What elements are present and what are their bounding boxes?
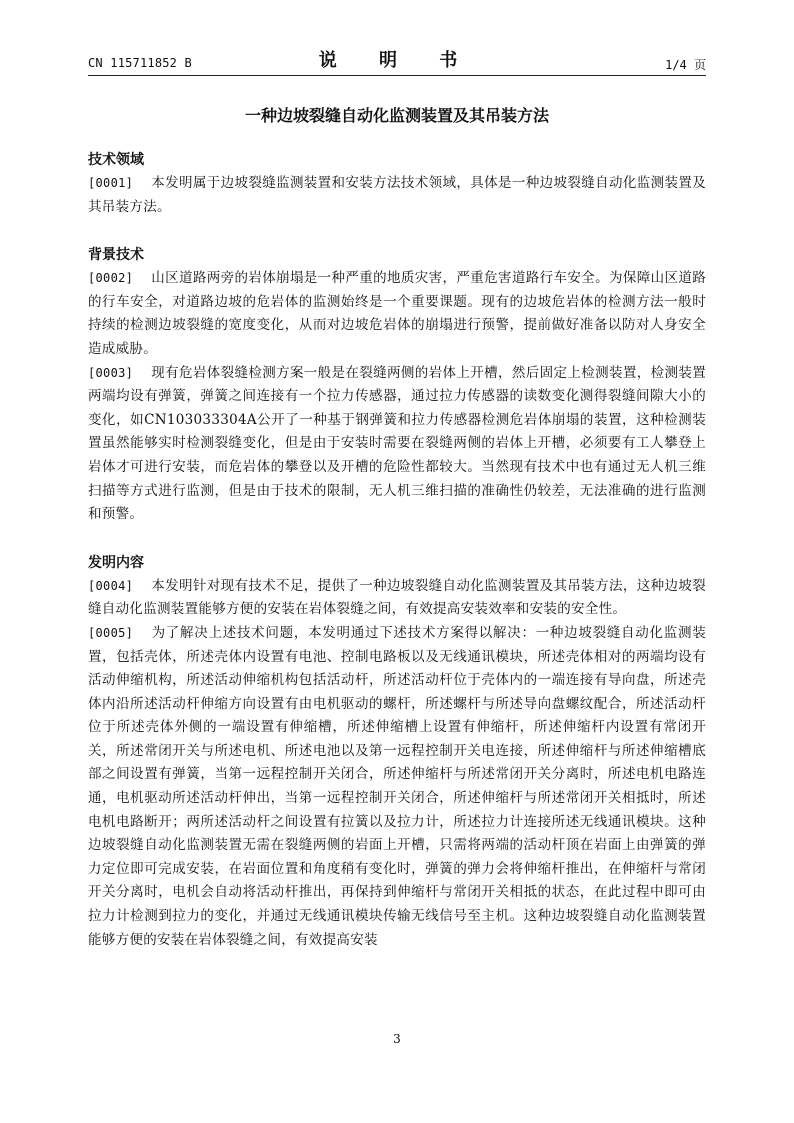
- paragraph-text: 本发明针对现有技术不足，提供了一种边坡裂缝自动化监测装置及其吊装方法，这种边坡裂缝自动化监测装置能够方便的安装在岩体裂缝之间，有效提高安装效率和安装的安全性。: [88, 577, 706, 618]
- paragraph-number: [0005]: [88, 625, 134, 640]
- document-title: 一种边坡裂缝自动化监测装置及其吊装方法: [244, 106, 549, 125]
- patent-number: CN 115711852 B: [88, 56, 192, 70]
- document-body: [88, 149, 706, 952]
- paragraph-number: [0003]: [88, 365, 134, 380]
- paragraph-text: 现有危岩体裂缝检测方案一般是在裂缝两侧的岩体上开槽，然后固定上检测装置，检测装置两端均设有弹簧，弹簧之间连接有一个拉力传感器，通过拉力传感器的读数变化测得裂缝间隙大小的变化，如CN103033304A公开了一种基于钢弹簧和拉力传感器检测危岩体崩塌的装置，这种检测装置虽然能够实时检测裂缝变化，但是由于安装时需要在裂缝两侧的岩体上开槽，必须要有工人攀登上岩体才可进行安装，而危岩体的攀登以及开槽的危险性都较大。当然现有技术中也有通过无人机三维扫描等方式进行监测，但是由于技术的限制，无人机三维扫描的准确性仍较差，无法准确的进行监测和预警。: [88, 364, 706, 523]
- section-heading-background: 背景技术: [88, 247, 144, 264]
- paragraph-0004: [88, 575, 706, 622]
- paragraph-number: [0004]: [88, 578, 134, 593]
- paragraph-text: 为了解决上述技术问题，本发明通过下述技术方案得以解决：一种边坡裂缝自动化监测装置，包括壳体，所述壳体内设置有电池、控制电路板以及无线通讯模块，所述壳体相对的两端均设有活动伸缩机构，所述活动伸缩机构包括活动杆，所述活动杆位于壳体内的一端连接有导向盘，所述壳体内沿所述活动杆伸缩方向设置有由电机驱动的螺杆，所述螺杆与所述导向盘螺纹配合，所述活动杆位于所述壳体外侧的一端设置有伸缩槽，所述伸缩槽上设置有伸缩杆，所述伸缩杆内设置有常闭开关，所述常闭开关与所述电机、所述电池以及第一远程控制开关电连接，所述伸缩杆与所述伸缩槽底部之间设置有弹簧，当第一远程控制开关闭合，所述伸缩杆与所述常闭开关分离时，所述电机电路连通，电机驱动所述活动杆伸出，当第一远程控制开关闭合，所述伸缩杆与所述常闭开关相抵时，所述电机电路断开；两所述活动杆之间设置有拉簧以及拉力计，所述拉力计连接所述无线通讯模块。这种边坡裂缝自动化监测装置无需在裂缝两侧的岩面上开槽，只需将两端的活动杆顶在岩面上由弹簧的弹力定位即可完成安装，在岩面位置和角度稍有变化时，弹簧的弹力会将伸缩杆推出，在伸缩杆与常闭开关分离时，电机会自动将活动杆推出，再保持到伸缩杆与常闭开关相抵的状态，在此过程中即可由拉力计检测到拉力的变化，并通过无线通讯模块传输无线信号至主机。这种边坡裂缝自动化监测装置能够方便的安装在岩体裂缝之间，有效提高安装: [88, 624, 706, 948]
- document-type: 说 明 书: [318, 50, 476, 71]
- paragraph-text: 山区道路两旁的岩体崩塌是一种严重的地质灾害，严重危害道路行车安全。为保障山区道路的行车安全，对道路边坡的危岩体的监测始终是一个重要课题。现有的边坡危岩体的检测方法一般时持续的检测边坡裂缝的宽度变化，从而对边坡危岩体的崩塌进行预警，提前做好准备以防对人身安全造成威胁。: [88, 270, 706, 357]
- paragraph-number: [0002]: [88, 271, 134, 286]
- paragraph-text: 本发明属于边坡裂缝监测装置和安装方法技术领域，具体是一种边坡裂缝自动化监测装置及其吊装方法。: [88, 175, 706, 215]
- paragraph-number: [0001]: [88, 176, 134, 190]
- paragraph-0003: [88, 362, 706, 527]
- section-heading-technical-field: 技术领域: [88, 152, 144, 168]
- section-heading-summary: 发明内容: [88, 554, 144, 571]
- page-info: 1/4 页: [665, 58, 706, 72]
- page-number: 3: [393, 1032, 401, 1046]
- paragraph-0005: [88, 622, 706, 952]
- paragraph-0001: [88, 172, 706, 219]
- paragraph-0002: [88, 267, 706, 361]
- header-divider: [88, 75, 706, 76]
